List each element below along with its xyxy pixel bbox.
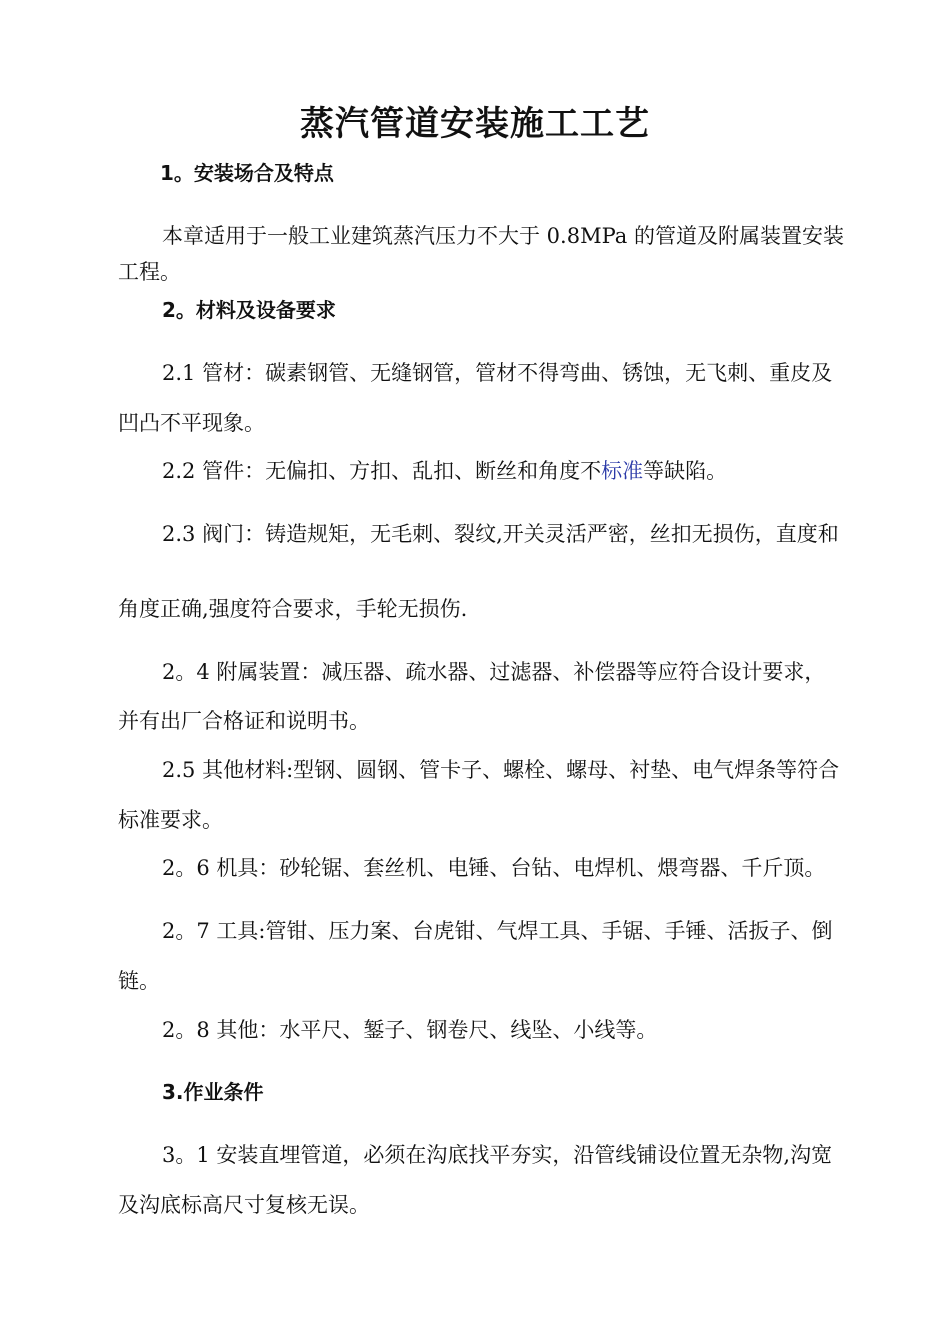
section-2-heading: 2。材料及设备要求 [162, 298, 336, 322]
item-2-6: 2。6 机具：砂轮锯、套丝机、电锤、台钻、电焊机、煨弯器、千斤顶。 [162, 856, 826, 880]
document-title: 蒸汽管道安装施工工艺 [300, 104, 650, 144]
item-2-5-line-1: 2.5 其他材料:型钢、圆钢、管卡子、螺栓、螺母、衬垫、电气焊条等符合 [162, 758, 840, 782]
item-3-1-line-2: 及沟底标高尺寸复核无误。 [118, 1193, 370, 1217]
item-2-7-line-2: 链。 [118, 969, 160, 993]
item-2-2-text-before: 2.2 管件：无偏扣、方扣、乱扣、断丝和角度不 [162, 459, 602, 483]
section-1-paragraph-line-2: 工程。 [118, 260, 181, 284]
item-2-4-line-2: 并有出厂合格证和说明书。 [118, 709, 370, 733]
item-3-1-line-1: 3。1 安装直埋管道，必须在沟底找平夯实，沿管线铺设位置无杂物,沟宽 [162, 1143, 833, 1167]
item-2-5-line-2: 标准要求。 [118, 808, 223, 832]
section-1-heading: 1。安装场合及特点 [160, 161, 334, 185]
item-2-2 [162, 455, 727, 487]
item-2-8: 2。8 其他：水平尺、錾子、钢卷尺、线坠、小线等。 [162, 1018, 658, 1042]
standard-link[interactable]: 标准 [601, 459, 644, 483]
section-3-heading: 3.作业条件 [162, 1080, 264, 1104]
section-1-paragraph-line-1: 本章适用于一般工业建筑蒸汽压力不大于 0.8MPa 的管道及附属装置安装 [162, 224, 844, 248]
item-2-1-line-1: 2.1 管材：碳素钢管、无缝钢管，管材不得弯曲、锈蚀，无飞刺、重皮及 [162, 361, 833, 385]
item-2-2-text-after: 等缺陷。 [643, 459, 728, 483]
item-2-3-line-1: 2.3 阀门：铸造规矩，无毛刺、裂纹,开关灵活严密，丝扣无损伤，直度和 [162, 522, 839, 546]
item-2-1-line-2: 凹凸不平现象。 [118, 411, 265, 435]
item-2-4-line-1: 2。4 附属装置：减压器、疏水器、过滤器、补偿器等应符合设计要求， [162, 660, 826, 684]
item-2-3-line-2: 角度正确,强度符合要求，手轮无损伤. [118, 597, 468, 621]
item-2-7-line-1: 2。7 工具:管钳、压力案、台虎钳、气焊工具、手锯、手锤、活扳子、倒 [162, 919, 833, 943]
